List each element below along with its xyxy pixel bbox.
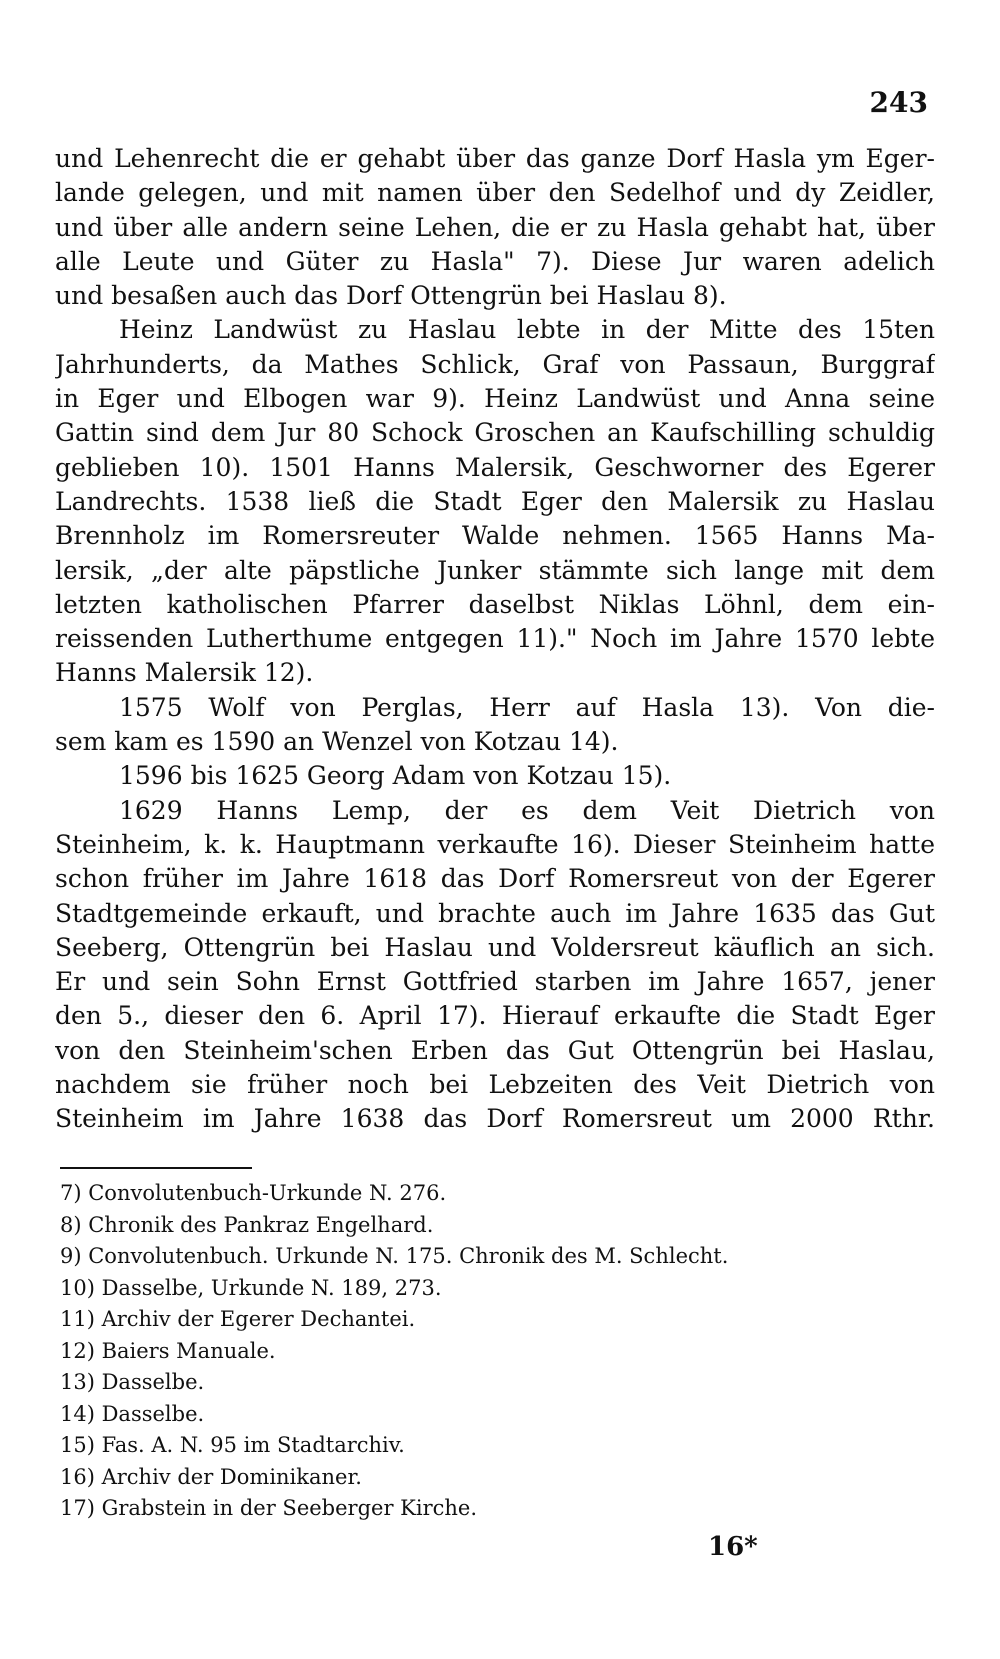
text-line: nachdem sie früher noch bei Lebzeiten des Veit Dietrich von bbox=[55, 1070, 935, 1100]
text-line: und besaßen auch das Dorf Ottengrün bei Haslau 8). bbox=[55, 281, 727, 311]
text-line: reissenden Lutherthume entgegen 11)." Noch im Jahre 1570 lebte bbox=[55, 624, 935, 654]
text-line: Landrechts. 1538 ließ die Stadt Eger den Malersik zu Haslau bbox=[55, 486, 935, 516]
text-line: Steinheim im Jahre 1638 das Dorf Romersreut um 2000 Rthr. bbox=[55, 1104, 935, 1134]
text-line: Gattin sind dem Jur 80 Schock Groschen an Kaufschilling schuldig bbox=[55, 418, 935, 448]
text-line: Steinheim, k. k. Hauptmann verkaufte 16). Dieser Steinheim hatte bbox=[55, 829, 935, 859]
text-line: Stadtgemeinde erkauft, und brachte auch im Jahre 1635 das Gut bbox=[55, 898, 935, 928]
footnote: 17) Grabstein in der Seeberger Kirche. bbox=[60, 1496, 477, 1520]
text-line: von den Steinheim'schen Erben das Gut Ottengrün bei Haslau, bbox=[55, 1035, 935, 1065]
text-line: letzten katholischen Pfarrer daselbst Niklas Löhnl, dem ein- bbox=[55, 589, 935, 619]
text-line: sem kam es 1590 an Wenzel von Kotzau 14). bbox=[55, 727, 619, 757]
footnote: 14) Dasselbe. bbox=[60, 1401, 205, 1426]
text-line: Heinz Landwüst zu Haslau lebte in der Mitte des 15ten bbox=[119, 315, 935, 345]
text-line: geblieben 10). 1501 Hanns Malersik, Geschworner des Egerer bbox=[55, 452, 935, 482]
text-line: Jahrhunderts, da Mathes Schlick, Graf von Passaun, Burggraf bbox=[55, 349, 935, 379]
footnote: 9) Convolutenbuch. Urkunde N. 175. Chronik des M. Schlecht. bbox=[60, 1244, 729, 1268]
text-line: 1596 bis 1625 Georg Adam von Kotzau 15). bbox=[119, 761, 672, 791]
footnotes bbox=[60, 1178, 920, 1525]
text-line: und Lehenrecht die er gehabt über das ganze Dorf Hasla ym Eger- bbox=[55, 144, 935, 173]
text-line: Hanns Malersik 12). bbox=[55, 658, 314, 688]
footnote: 11) Archiv der Egerer Dechantei. bbox=[60, 1307, 416, 1331]
footnote-divider bbox=[60, 1167, 252, 1169]
footnote: 15) Fas. A. N. 95 im Stadtarchiv. bbox=[60, 1433, 405, 1457]
text-line: lersik, „der alte päpstliche Junker stämmte sich lange mit dem bbox=[55, 555, 935, 585]
footnote: 8) Chronik des Pankraz Engelhard. bbox=[60, 1212, 434, 1237]
signature-mark: 16* bbox=[708, 1532, 758, 1562]
text-line: und über alle andern seine Lehen, die er zu Hasla gehabt hat, über bbox=[55, 212, 935, 242]
text-line: in Eger und Elbogen war 9). Heinz Landwüst und Anna seine bbox=[55, 384, 935, 414]
text-line: 1575 Wolf von Perglas, Herr auf Hasla 13). Von die- bbox=[119, 692, 935, 722]
footnote: 10) Dasselbe, Urkunde N. 189, 273. bbox=[60, 1275, 442, 1300]
footnote: 12) Baiers Manuale. bbox=[60, 1338, 276, 1363]
text-line: Seeberg, Ottengrün bei Haslau und Voldersreut käuflich an sich. bbox=[55, 932, 935, 962]
footnote: 16) Archiv der Dominikaner. bbox=[60, 1464, 362, 1489]
text-line: 1629 Hanns Lemp, der es dem Veit Dietrich von bbox=[119, 795, 935, 825]
text-line: lande gelegen, und mit namen über den Sedelhof und dy Zeidler, bbox=[55, 178, 935, 208]
text-line: alle Leute und Güter zu Hasla" 7). Diese Jur waren adelich bbox=[55, 246, 935, 276]
footnote: 7) Convolutenbuch-Urkunde N. 276. bbox=[60, 1181, 447, 1205]
text-line: schon früher im Jahre 1618 das Dorf Romersreut von der Egerer bbox=[55, 864, 935, 894]
page-number: 243 bbox=[869, 86, 928, 119]
text-line: Brennholz im Romersreuter Walde nehmen. 1565 Hanns Ma- bbox=[55, 521, 935, 551]
footnote: 13) Dasselbe. bbox=[60, 1370, 205, 1394]
body-text bbox=[55, 142, 935, 1137]
text-line: Er und sein Sohn Ernst Gottfried starben im Jahre 1657, jener bbox=[55, 967, 935, 997]
text-line: den 5., dieser den 6. April 17). Hierauf erkaufte die Stadt Eger bbox=[55, 1001, 935, 1031]
